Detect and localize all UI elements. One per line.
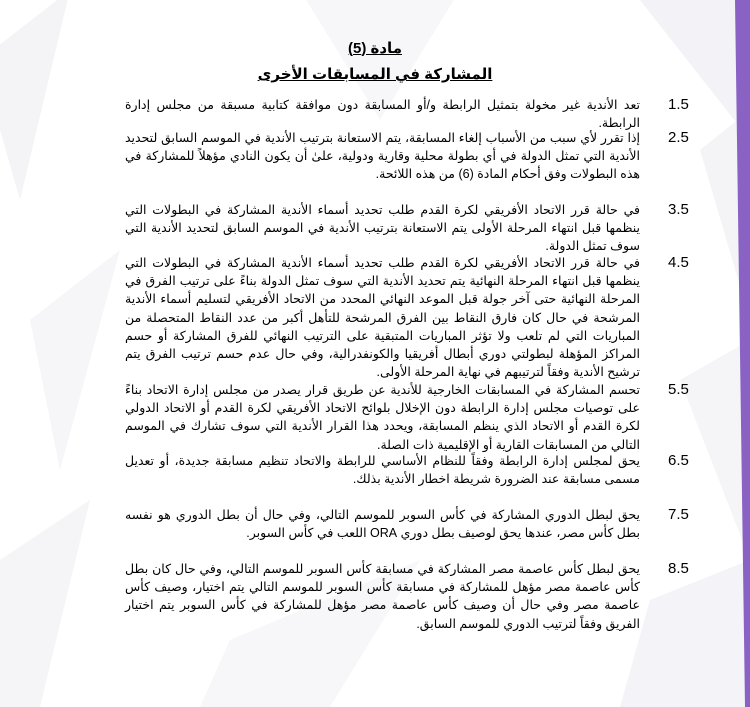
clause-number: 2.5 — [668, 129, 689, 146]
clause-text: يحق لمجلس إدارة الرابطة وفقاً للنظام الأساسي للرابطة والاتحاد تنظيم مسابقة جديدة، أو تعديل مسمى مسابقة عند الضرورة شريطة اخطار الأندية بذلك. — [125, 454, 640, 487]
clause-number: 7.5 — [668, 506, 689, 523]
clause-text: في حالة قرر الاتحاد الأفريقي لكرة القدم طلب تحديد أسماء الأندية المشاركة في البطولات التي ينظمها قبل انتهاء المرحلة الأولى يتم الاستعانة بترتيب الأندية في الموسم السابق لتحديد الأندية التي سوف تمثل الدولة. — [125, 203, 640, 254]
clause-number: 3.5 — [668, 201, 689, 218]
clause-text: إذا تقرر لأي سبب من الأسباب إلغاء المسابقة، يتم الاستعانة بترتيب الأندية في الموسم السابق لتحديد الأندية التي تمثل الدولة في أي بطولة محلية وقارية ودولية، علىٰ أن يكون النادي مؤهلاً للمشاركة في هذه البطولات وفق أحكام المادة (6) من هذه اللائحة. — [125, 131, 640, 182]
clause-number: 5.5 — [668, 381, 689, 398]
article-header — [0, 38, 750, 86]
clause-text: تعد الأندية غير مخولة بتمثيل الرابطة و/أو المسابقة دون موافقة كتابية مسبقة من مجلس إدارة الرابطة. — [125, 98, 640, 131]
article-number: مادة (5) — [348, 40, 402, 57]
clause-number: 8.5 — [668, 560, 689, 577]
clause-number: 1.5 — [668, 96, 689, 113]
clause-number: 4.5 — [668, 254, 689, 271]
clause-text: تحسم المشاركة في المسابقات الخارجية للأندية عن طريق قرار يصدر من مجلس إدارة الاتحاد بناءً على توصيات مجلس إدارة الرابطة دون الإخلال بلوائح الاتحاد الأفريقي لكرة القدم أو الاتحاد الدولي لكرة القدم أو الاتحاد الذي ينظم المسابقة، ويحدد هذا القرار الأندية التي سوف تشارك في الموسم التالي من المسابقات القارية أو الإقليمية ذات الصلة. — [125, 383, 640, 452]
article-title: المشاركة في المسابقات الأخرى — [257, 66, 493, 83]
clause-number: 6.5 — [668, 452, 689, 469]
clause-text: يحق لبطل كأس عاصمة مصر المشاركة في مسابقة كأس السوبر للموسم التالي، وفي حال كان بطل كأس عاصمة مصر مؤهل للمشاركة في مسابقة كأس السوبر للموسم التالي يتم اختيار، وصيف كأس عاصمة مصر وفي حال أن وصيف كأس عاصمة مصر مؤهل للمشاركة في كأس السوبر يتم اختيار الفريق وفقاً لترتيب الدوري للموسم السابق. — [125, 562, 640, 631]
clause-text: في حالة قرر الاتحاد الأفريقي لكرة القدم طلب تحديد أسماء الأندية المشاركة في البطولات التي ينظمها قبل انتهاء المرحلة النهائية يتم تحديد الأندية التي سوف تمثل الدولة بناءً على ترتيب الفرق في المرحلة النهائية حتى آخر جولة قبل الموعد النهائي المحدد من الاتحاد الأفريقي لتسليم أسماء الأندية المرشحة في حال كان فارق النقاط بين الفرق المرشحة للتأهل أكبر من عدد النقاط المتحصلة من المباريات التي لم تلعب ولا تؤثر المباريات المتبقية على الترتيب النهائي للفرق المشاركة أو حسم المراكز المؤهلة لبطولتي دوري أبطال أفريقيا والكونفدرالية، وفي حال عدم حسم ترتيب الفرق يتم ترشيح الأندية وفقاً لترتيبهم في نهاية المرحلة الأولى. — [125, 256, 640, 380]
clause-text: يحق لبطل الدوري المشاركة في كأس السوبر للموسم التالي، وفي حال أن بطل الدوري هو نفسه بطل كأس مصر، عندها يحق لوصيف بطل دوري ORA اللعب في كأس السوبر. — [125, 508, 640, 541]
